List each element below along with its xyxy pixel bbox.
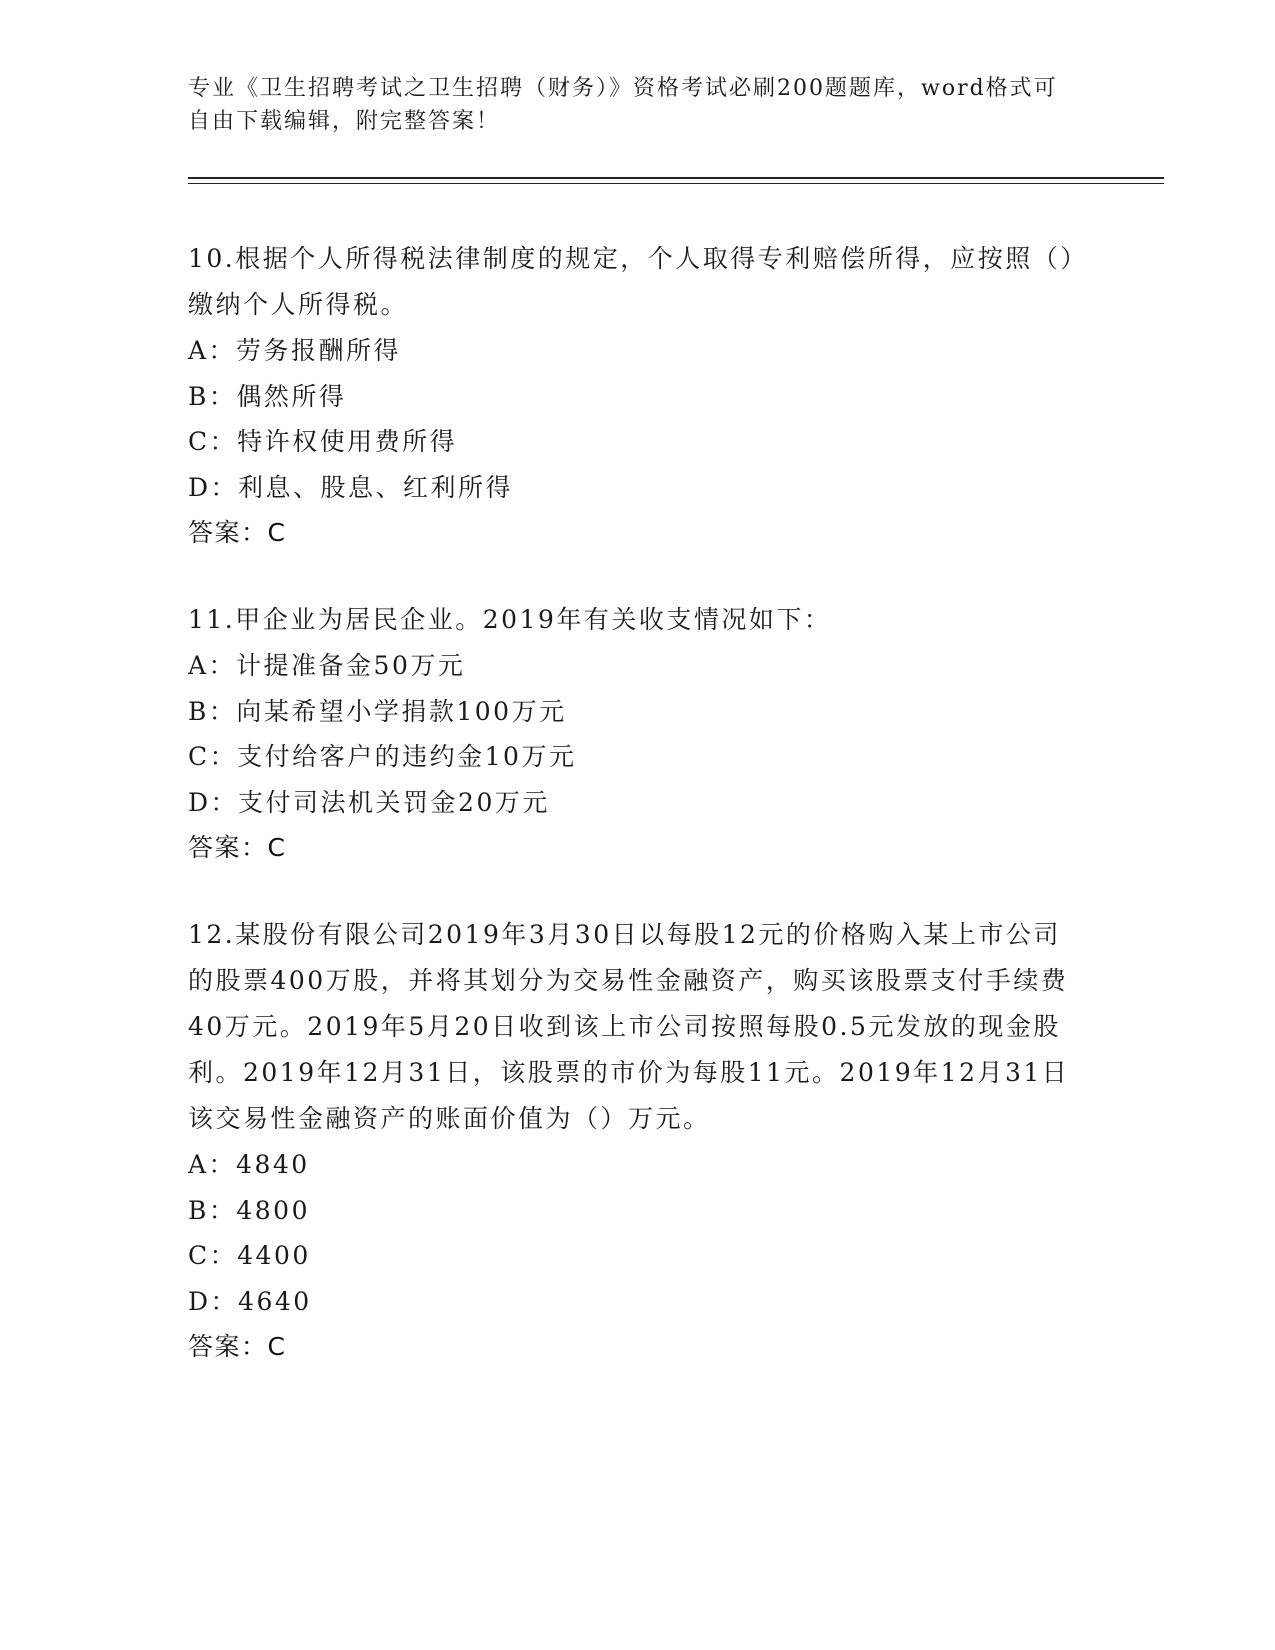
answer-line: 答案：C <box>188 833 287 862</box>
answer-line: 答案：C <box>188 1332 287 1361</box>
question-12 <box>188 912 1078 1370</box>
header-text: 专业《卫生招聘考试之卫生招聘（财务）》资格考试必刷200题题库，word格式可自由下载编辑，附完整答案！ <box>188 76 1058 134</box>
header-divider-thick <box>188 177 1164 179</box>
option-d: D：4640 <box>188 1286 312 1316</box>
question-stem: 12.某股份有限公司2019年3月30日以每股12元的价格购入某上市公司的股票400万股，并将其划分为交易性金融资产，购买该股票支付手续费40万元。2019年5月20日收到该上市公司按照每股0.5元发放的现金股利。2019年12月31日，该股票的市价为每股11元。2019年12月31日该交易性金融资产的账面价值为（）万元。 <box>188 920 1070 1133</box>
question-stem: 11.甲企业为居民企业。2019年有关收支情况如下： <box>188 605 832 634</box>
option-a: A：劳务报酬所得 <box>188 336 402 365</box>
option-a: A：4840 <box>188 1150 310 1179</box>
option-a: A：计提准备金50万元 <box>188 651 466 680</box>
option-c: C：特许权使用费所得 <box>188 427 458 456</box>
question-10 <box>188 236 1078 556</box>
question-stem: 10.根据个人所得税法律制度的规定，个人取得专利赔偿所得，应按照（）缴纳个人所得税。 <box>188 244 1076 319</box>
option-c: C：支付给客户的违约金10万元 <box>188 742 577 771</box>
option-c: C：4400 <box>188 1241 311 1270</box>
question-list <box>188 236 1078 1411</box>
option-b: B：4800 <box>188 1195 310 1225</box>
option-b: B：向某希望小学捐款100万元 <box>188 696 567 726</box>
question-11 <box>188 597 1078 871</box>
document-header <box>188 72 1068 138</box>
option-d: D：支付司法机关罚金20万元 <box>188 787 550 817</box>
option-b: B：偶然所得 <box>188 381 347 411</box>
option-d: D：利息、股息、红利所得 <box>188 472 514 502</box>
answer-line: 答案：C <box>188 518 287 547</box>
header-divider-thin <box>188 183 1164 184</box>
